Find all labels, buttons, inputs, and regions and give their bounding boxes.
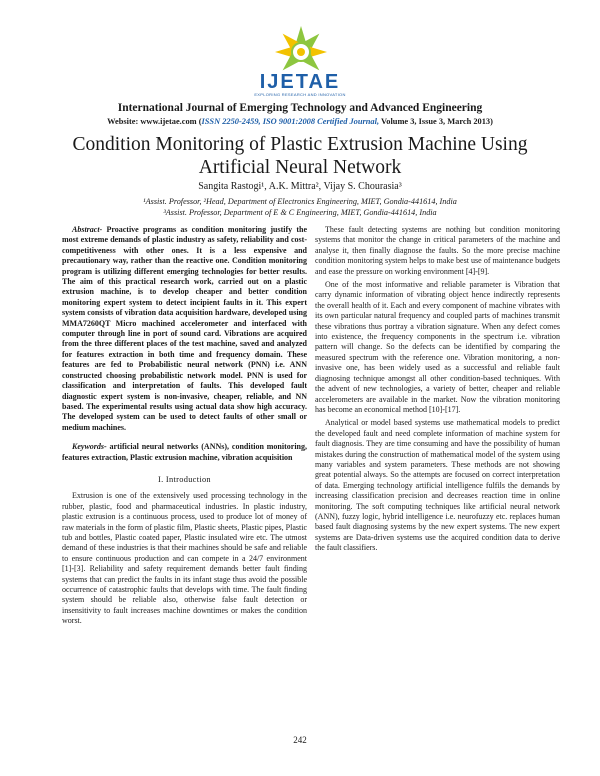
issn-link[interactable]: ISSN 2250-2459, ISO 9001:2008 Certified Journal, <box>201 117 380 126</box>
affiliation-1: ¹Assist. Professor, ²Head, Department of Electronics Engineering, MIET, Gondia-441614, India <box>143 197 457 206</box>
right-paragraph-1: These fault detecting systems are nothing but condition monitoring systems that monitor the change in critical parameters of the machine and analyse it, then finally diagnose the faults. So the more precise machine condition monitoring system helps to make best use of maintenance budgets and ease the pressure on working environment [4]-[9]. <box>315 225 560 276</box>
section-heading-introduction: I. Introduction <box>158 474 211 484</box>
journal-name: International Journal of Emerging Technology and Advanced Engineering <box>117 102 483 114</box>
abstract-lead: Abstract- <box>72 225 103 234</box>
right-column <box>315 225 560 554</box>
logo-wordmark: IJETAE <box>259 71 341 93</box>
logo-tagline: EXPLORING RESEARCH AND INNOVATION <box>254 92 346 97</box>
journal-website-line <box>0 117 600 126</box>
left-column <box>62 225 307 627</box>
paper-title: Condition Monitoring of Plastic Extrusion Machine Using Artificial Neural Network <box>72 134 528 178</box>
website-prefix: Website: www.ijetae.com ( <box>107 117 202 126</box>
right-paragraph-3: Analytical or model based systems use mathematical models to predict the developed fault and need complete information of machine system for fault diagnosis. They are time consuming and have the possibility of human mistakes during the construction of mathematical model of the system using many variables and system parameters. These methods are not showing great potential always. So the attempts are focused on correct interpretation of data. Emerging technology artificial intelligence fulfils the demands by increasing classification precision and decreases reaction time in online monitoring. The soft computing techniques like artificial neural network (ANN), fuzzy logic, hybrid intelligence i.e. neurofuzzy etc. replaces human based fault diagnosing systems by the new expert systems. The new expert systems are Data-driven systems use the acquired condition data to derive the fault classifiers. <box>315 418 560 553</box>
intro-paragraph: Extrusion is one of the extensively used processing technology in the rubber, plastic, food and pharmaceutical industries. In plastic industry, plastic extrusion is a continuous process, used to produce lot of money of raw materials in the form of plastic film, Plastic sheets, Plastic pipes, Plastic tub and bottles, Plastic coated paper, Plastic insulated wire etc. The utmost demand of these industries is that their machines should be safe and reliable to ensure continuous production and can compete in a 24/7 environment [1]-[3]. Reliability and safety requirement demands better fault finding systems that can predict the faults in its infant stage thus avoid the possible occurrence of catastrophic faults that develops with time. The fault finding system should be reliable also, otherwise false fault detection or insensitivity to fault increases machine downtimes or makes the condition worst. <box>62 491 307 626</box>
right-paragraph-2: One of the most informative and reliable parameter is Vibration that carry dynamic information of vibrating object hence indirectly represents the overall health of it. Each and every component of machine vibrates with its own particular natural frequency and coupled parts of machines transmit these vibrations thus portray a vibration signature. When any defect comes into existence, the frequency components in the spectrum i.e. vibration pattern will change. So the defects can be identified by comparing the measured spectrum with the reference one. Vibration monitoring, a non-invasive one, has been widely used as a successful and reliable fault diagnosing technique amongst all other condition-based techniques. With the advent of new technologies, a variety of better, cheaper and reliable accelerometers are available in the market. Now the vibration monitoring has become an economical method [10]-[17]. <box>315 280 560 414</box>
abstract <box>62 225 307 433</box>
page-number: 242 <box>293 735 307 745</box>
keywords <box>62 442 307 463</box>
abstract-body: Proactive programs as condition monitoring justify the most extreme demands of plastic industry as safety, reliability and cost-competitiveness with other ones. It is a less expensive and precautionary way, rather than the reactive one. Condition monitoring program is utilizing different emerging technologies for better results. The aim of this practical research work, carried out on a plastic extrusion machine, is to develop cheaper and better condition monitoring expert system to detect incipient faults in it. This expert system consists of vibration data acquisition hardware, developed using MMA7260QT Micro machined accelerometer and interfaced with computer through line in port of sound card. Vibrations are acquired from the three different places of the test machine, saved and analyzed for features extraction in both time and frequency domain. These features are fed to Probabilistic neural network (PNN) i.e. ANN constructed choosing probabilistic network model. PNN is used for classification and interpretation of faults. This developed fault diagnostic expert system is non-invasive, cheaper, reliable, and NN based. The experimental results using actual data show high accuracy. The developed system can be used to detect faults of other small or medium machines. <box>62 225 307 432</box>
keywords-lead: Keywords- <box>72 442 107 452</box>
website-suffix: Volume 3, Issue 3, March 2013) <box>379 117 493 126</box>
affiliation-2: ³Assist. Professor, Department of E & C Engineering, MIET, Gondia-441614, India <box>163 208 437 217</box>
keywords-body: artificial neural networks (ANNs), condition monitoring, features extraction, Plastic extrusion machine, vibration acquisition <box>62 442 307 462</box>
paper-authors: Sangita Rastogi¹, A.K. Mittra², Vijay S. Chourasia³ <box>198 181 402 192</box>
